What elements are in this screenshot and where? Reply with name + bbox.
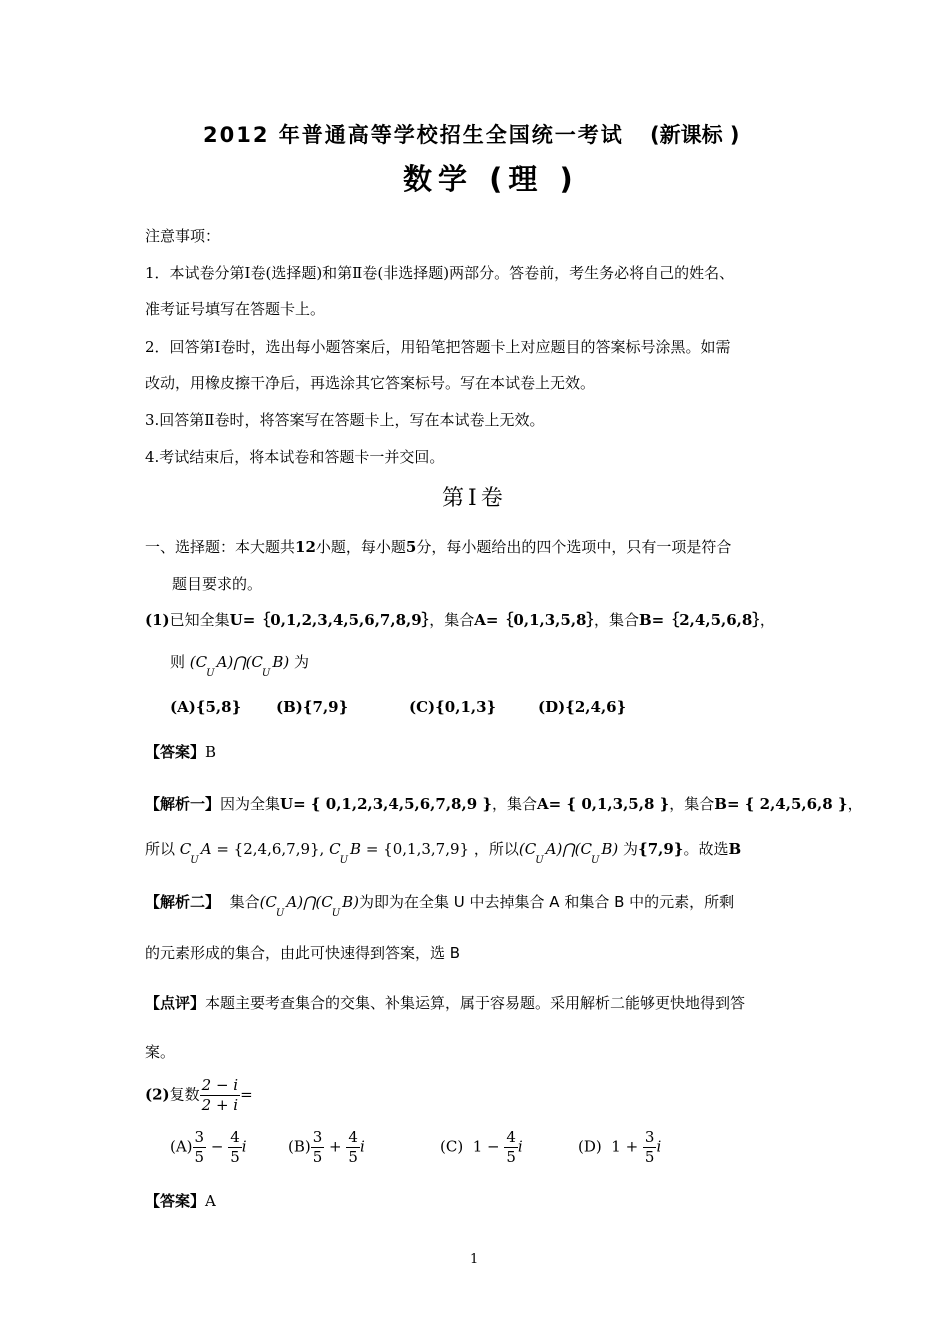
- q1-text-1: 已知全集: [169, 611, 230, 629]
- q1-option-c: (C){0,1,3}: [409, 698, 497, 716]
- notice-item-2-line-2: 改动，用橡皮擦干净后，再选涂其它答案标号。写在本试卷上无效。: [145, 374, 596, 392]
- q1-solution-1-l2-prefix: 所以: [145, 840, 176, 858]
- q1-stem-line-2: [170, 651, 310, 679]
- q2-option-c: (C) 1 − $\frac{4}{5}$ i: [440, 1128, 523, 1166]
- q1-solution-1-set-a: A= { 0,1,3,5,8 }: [537, 795, 670, 813]
- page-number: 1: [470, 1252, 479, 1267]
- q1-solution-1-l2-t: 为: [623, 840, 639, 858]
- q2-answer: [145, 1190, 216, 1211]
- q1-comment-text: 本题主要考查集合的交集、补集运算，属于容易题。采用解析二能够更快地得到答: [205, 994, 746, 1012]
- notice-item-1-line-2: 准考证号填写在答题卡上。: [145, 300, 326, 318]
- q1-complement-a-set: 2,4,6,7,9: [243, 840, 311, 858]
- q1-solution-1-line-1: [145, 793, 863, 814]
- part1-intro-b: 小题，每小题: [315, 538, 406, 556]
- q1-complement-a-expression: $C_UA$: [179, 840, 212, 866]
- q1-option-d: (D){2,4,6}: [538, 698, 627, 716]
- q2-option-b-label: (B): [288, 1137, 311, 1156]
- notice-item-3: 3.回答第Ⅱ卷时，将答案写在答题卡上，写在本试卷上无效。: [145, 411, 545, 429]
- q1-solution-1-l2-end: 。故选: [683, 840, 729, 858]
- q1-solution-1-choice: B: [728, 840, 742, 858]
- q1-solution-1-text-3: ，集合: [669, 795, 715, 813]
- q1-solution-2-expression: $(C_UA)⋂(C_UB)$: [259, 893, 359, 919]
- q2-answer-label: 【答案】: [145, 1192, 206, 1210]
- q1-solution-2-text-2: 为即为在全集 U 中去掉集合 A 和集合 B 中的元素，所剩: [359, 893, 735, 911]
- q1-stem: [145, 609, 775, 630]
- q2-option-b: (B) $\frac{3}{5}$ + $\frac{4}{5}$ i: [288, 1128, 365, 1166]
- q2-stem: [145, 1076, 253, 1115]
- q1-solution-1-text-2: ，集合: [492, 795, 538, 813]
- q1-comment-line-1: [145, 992, 745, 1013]
- section-title: 第Ⅰ卷: [442, 486, 507, 511]
- part1-intro-line-2: 题目要求的。: [172, 575, 263, 593]
- q2-fraction-denominator: 2 + i: [201, 1096, 239, 1114]
- q1-text-4: ，: [759, 611, 775, 629]
- exam-subtitle: 数学 (理 ): [403, 162, 579, 196]
- q1-solution-1-set-b: B= { 2,4,5,6,8 }: [714, 795, 848, 813]
- q1-solution-1-text-4: ，: [847, 795, 863, 813]
- q2-equals: =: [240, 1085, 253, 1104]
- part1-intro-a: 一、选择题：本大题共: [145, 538, 296, 556]
- part1-question-count: 12: [295, 538, 316, 556]
- notice-item-4: 4.考试结束后，将本试卷和答题卡一并交回。: [145, 448, 445, 466]
- q1-option-a: (A){5,8}: [170, 698, 242, 716]
- q1-solution-1-label: 【解析一】: [145, 795, 221, 813]
- q1-solution-2-line-1: [145, 891, 735, 919]
- q2-option-a-label: (A): [170, 1137, 193, 1156]
- q2-option-c-label: (C): [440, 1137, 464, 1156]
- q2-option-d-label: (D): [578, 1137, 602, 1156]
- notice-item-1-line-1: 1．本试卷分第Ⅰ卷(选择题)和第Ⅱ卷(非选择题)两部分。答卷前，考生务必将自己的姓名、: [145, 264, 735, 282]
- q1-answer-value: B: [205, 743, 217, 761]
- q1-complement-expression: $(C_UA)⋂(C_UB)$: [189, 653, 290, 679]
- q1-solution-1-result: {7,9}: [638, 840, 684, 858]
- q1-solution-1-universal-set: U= { 0,1,2,3,4,5,6,7,8,9 }: [280, 795, 493, 813]
- notice-item-2-line-1: 2．回答第Ⅰ卷时，选出每小题答案后，用铅笔把答题卡上对应题目的答案标号涂黑。如需: [145, 338, 731, 356]
- q2-number: (2): [145, 1085, 170, 1104]
- q1-solution-1-line-2: 所以 $C_UA = \{2,4,6,7,9\}$, $C_UB = \{0,1,3,7,9\}$ ，所以$(C_UA)⋂(C_UB)$ 为{7,9}。故选B: [145, 840, 742, 866]
- q1-complement-b-set: 0,1,3,7,9: [392, 840, 460, 858]
- q1-solution-2-label: 【解析二】: [145, 893, 221, 911]
- q1-comment-label: 【点评】: [145, 994, 206, 1012]
- q1-set-a: A=｛0,1,3,5,8｝: [474, 611, 594, 629]
- q2-answer-value: A: [205, 1192, 216, 1210]
- q1-universal-set: U=｛0,1,2,3,4,5,6,7,8,9｝: [229, 611, 430, 629]
- q1-solution-1-l2-mid: ，所以: [473, 840, 519, 858]
- q1-number: (1): [145, 611, 170, 629]
- part1-points: 5: [405, 538, 417, 556]
- exam-title-edition: (新课标 ): [650, 123, 740, 147]
- q1-answer-label: 【答案】: [145, 743, 206, 761]
- q1-text-2: ，集合: [429, 611, 475, 629]
- q1-solution-2-line-2: 的元素形成的集合，由此可快速得到答案，选 B: [145, 944, 461, 962]
- q2-fraction-numerator: 2 − i: [201, 1076, 239, 1094]
- q1-solution-1-expression: $(C_UA)⋂(C_UB)$: [518, 840, 619, 866]
- q1-line2-prefix: 则: [170, 653, 186, 671]
- q1-answer: [145, 741, 216, 762]
- q2-text: 复数: [169, 1085, 200, 1104]
- q1-set-b: B=｛2,4,5,6,8｝: [639, 611, 760, 629]
- q2-option-d: (D) 1 + $\frac{3}{5}$ i: [578, 1128, 662, 1166]
- q1-line2-suffix: 为: [294, 653, 310, 671]
- q1-solution-1-text-1: 因为全集: [220, 795, 281, 813]
- notice-heading: 注意事项：: [145, 227, 221, 245]
- q1-option-b: (B){7,9}: [276, 698, 349, 716]
- q2-option-a: (A) $\frac{3}{5}$ − $\frac{4}{5}$ i: [170, 1128, 247, 1166]
- q1-solution-2-text-1: 集合: [229, 893, 260, 911]
- q1-comment-line-2: 案。: [145, 1043, 176, 1061]
- q2-fraction: [200, 1076, 240, 1115]
- part1-intro-c: 分，每小题给出的四个选项中，只有一项是符合: [416, 538, 732, 556]
- part1-intro: [145, 536, 731, 557]
- q1-text-3: ，集合: [593, 611, 639, 629]
- exam-title: 2012 年普通高等学校招生全国统一考试: [203, 123, 624, 147]
